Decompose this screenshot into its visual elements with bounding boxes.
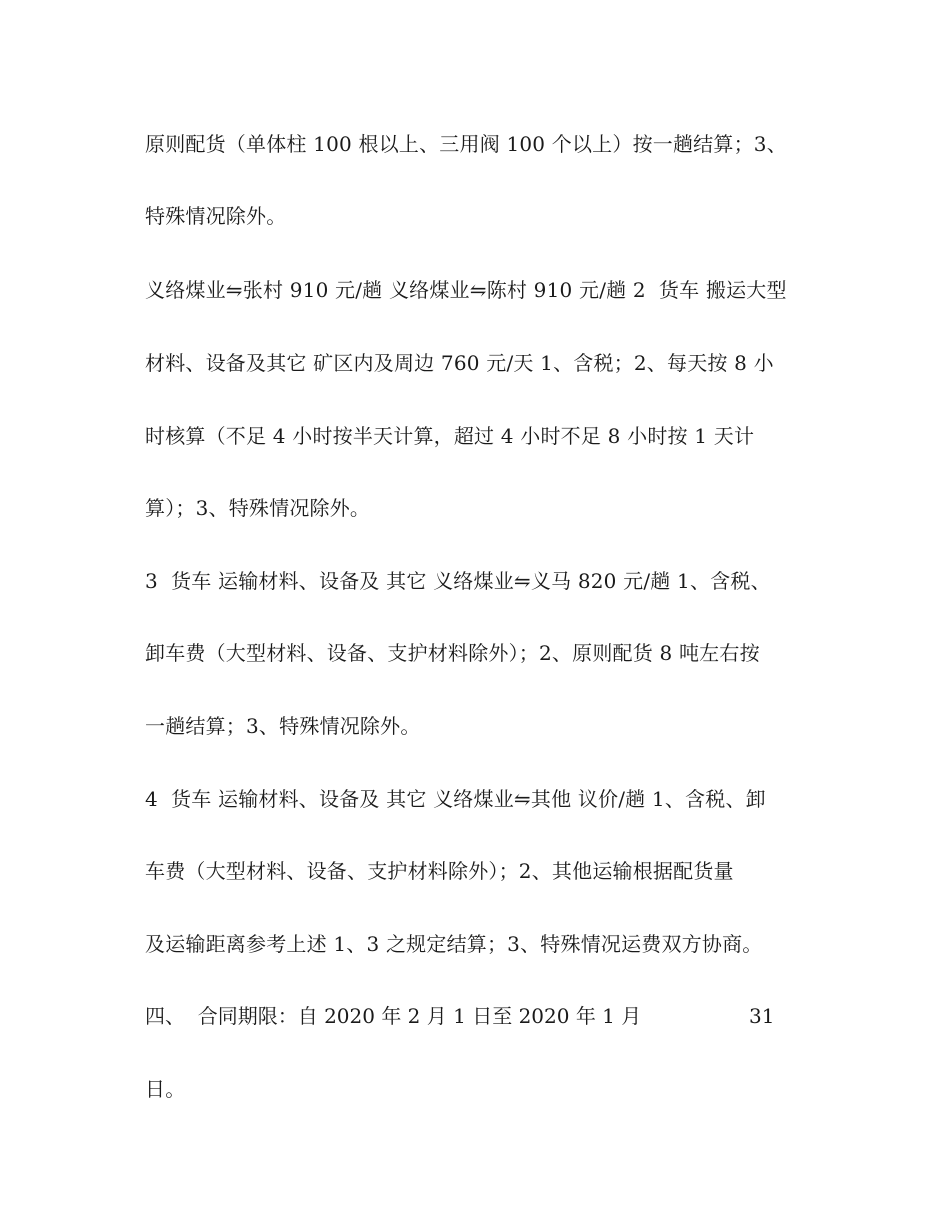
paragraph-line: 4 货车 运输材料、设备及 其它 义络煤业⇋其他 议价/趟 1、含税、卸 bbox=[145, 787, 766, 811]
paragraph-line: 特殊情况除外。 bbox=[145, 204, 287, 228]
paragraph-line: 材料、设备及其它 矿区内及周边 760 元/天 1、含税；2、每天按 8 小 bbox=[145, 351, 774, 375]
paragraph-line: 义络煤业⇋张村 910 元/趟 义络煤业⇋陈村 910 元/趟 2 货车 搬运大型 bbox=[145, 278, 787, 302]
paragraph-line: 车费（大型材料、设备、支护材料除外）；2、其他运输根据配货量 bbox=[145, 859, 734, 883]
contract-term-day: 31 bbox=[749, 1004, 775, 1028]
contract-term-line bbox=[145, 1003, 775, 1029]
paragraph-line: 日。 bbox=[145, 1077, 186, 1101]
contract-term-text: 四、 合同期限：自 2020 年 2 月 1 日至 2020 年 1 月 bbox=[145, 1004, 642, 1028]
paragraph-line: 及运输距离参考上述 1、3 之规定结算；3、特殊情况运费双方协商。 bbox=[145, 932, 763, 956]
paragraph-line: 卸车费（大型材料、设备、支护材料除外）；2、原则配货 8 吨左右按 bbox=[145, 641, 760, 665]
paragraph-line: 原则配货（单体柱 100 根以上、三用阀 100 个以上）按一趟结算；3、 bbox=[145, 132, 787, 156]
paragraph-line: 时核算（不足 4 小时按半天计算，超过 4 小时不足 8 小时按 1 天计 bbox=[145, 424, 755, 448]
paragraph-line: 算）；3、特殊情况除外。 bbox=[145, 496, 371, 520]
paragraph-line: 3 货车 运输材料、设备及 其它 义络煤业⇋义马 820 元/趟 1、含税、 bbox=[145, 569, 771, 593]
paragraph-line: 一趟结算；3、特殊情况除外。 bbox=[145, 714, 421, 738]
